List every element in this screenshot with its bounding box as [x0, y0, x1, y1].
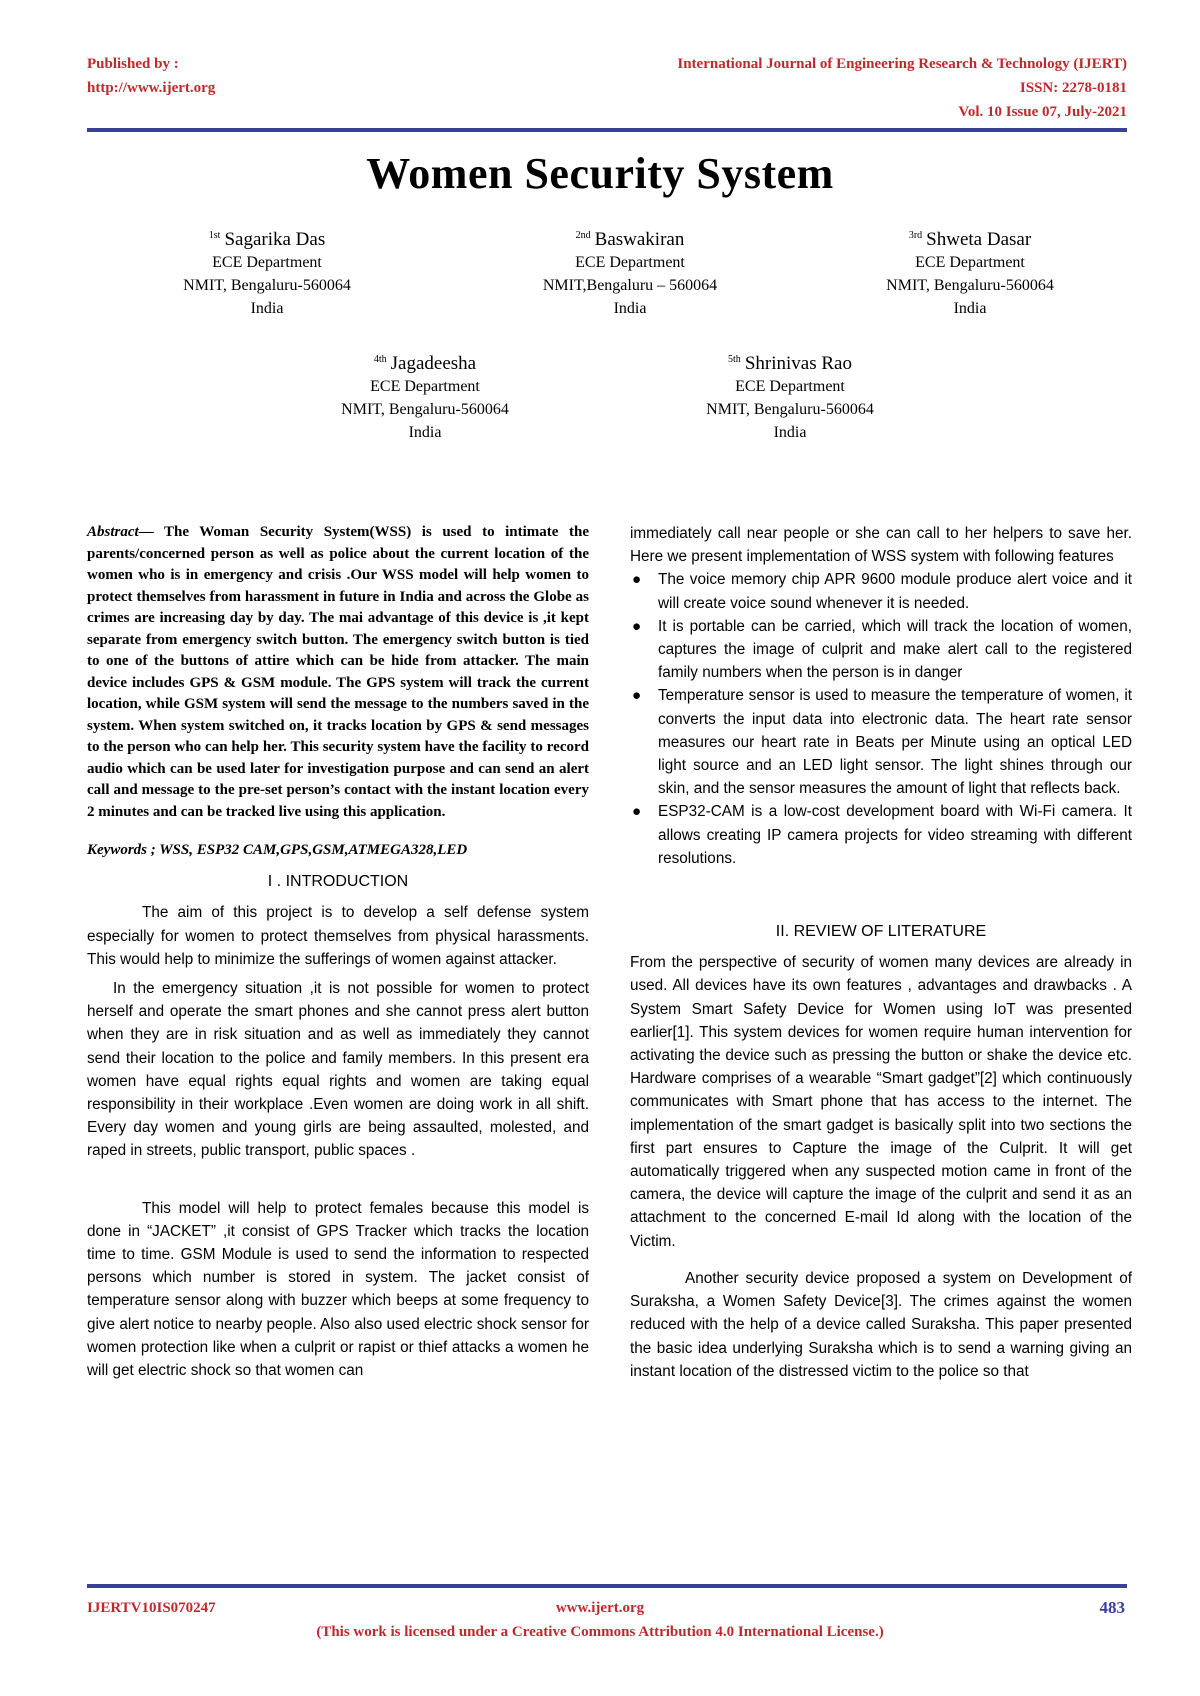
- author-dept: ECE Department: [575, 254, 685, 271]
- author-country: India: [953, 300, 987, 317]
- author-affiliation: NMIT, Bengaluru-560064: [706, 401, 874, 418]
- volume-issue: Vol. 10 Issue 07, July-2021: [958, 104, 1127, 120]
- bullet-icon: ●: [632, 571, 642, 589]
- intro-paragraph-4: immediately call near people or she can call to her helpers to save her. Here we present implementation of WSS system with following features: [630, 525, 1132, 566]
- list-item: ● Temperature sensor is used to measure the temperature of women, it converts the input data into electronic data. The heart rate sensor measures our heart rate in Beats per Minute using an optical LED light source and an LED light sensor. The light shines through our skin, and the sensor measures the amount of light that reflects back.: [630, 684, 1132, 800]
- author-name: Jagadeesha: [390, 353, 477, 374]
- author-country: India: [250, 300, 284, 317]
- paper-id: IJERTV10IS070247: [87, 1600, 216, 1616]
- author-country: India: [408, 424, 442, 441]
- footer-divider: [87, 1584, 1127, 1588]
- abstract-label: Abstract: [87, 524, 139, 540]
- spacer: [630, 870, 1132, 912]
- author-block-4: [265, 348, 585, 444]
- author-name: Shrinivas Rao: [744, 353, 852, 374]
- author-dept: ECE Department: [915, 254, 1025, 271]
- feature-list: [630, 568, 1132, 870]
- author-ordinal: 5th: [728, 354, 741, 365]
- author-block-1: [107, 224, 427, 320]
- review-paragraph-2: Another security device proposed a system on Development of Suraksha, a Women Safety Device[3]. The crimes against the women reduced with the help of a device called Suraksha. This paper presented the basic idea underlying Suraksha which is to send a warning giving an instant location of the distressed victim to the police so that: [630, 1269, 1132, 1380]
- right-column: [630, 522, 1132, 1383]
- abstract: [87, 522, 589, 823]
- intro-paragraph-2: In the emergency situation ,it is not possible for women to protect herself and operate the smart phones and she cannot press alert button when they are in risk situation and as well as immediately they cannot send their location to the police and family members. In this present era women have equal rights equal rights and women are taking equal responsibility in their workplace .Even women are doing work in all shift. Every day women and young girls are being assaulted, molested, and raped in streets, public transport, public spaces .: [87, 980, 589, 1160]
- intro-paragraph-3: This model will help to protect females because this model is done in “JACKET” ,it consist of GPS Tracker which tracks the location time to time. GSM Module is used to send the information to respected persons which number is stored in system. The jacket consist of temperature sensor along with buzzer which beeps at some frequency to give alert notice to nearby people. Also also used electric shock sensor for women protection like when a culprit or rapist or thief attacks a women he will get electric shock so that women can: [87, 1199, 589, 1380]
- author-dept: ECE Department: [370, 378, 480, 395]
- author-block-5: [630, 348, 950, 444]
- paper-title: Women Security System: [366, 149, 834, 198]
- footer-site-link[interactable]: www.ijert.org: [555, 1600, 645, 1616]
- author-name: Sagarika Das: [224, 229, 326, 250]
- license-notice: (This work is licensed under a Creative Commons Attribution 4.0 International License.): [316, 1624, 884, 1640]
- author-ordinal: 1st: [208, 230, 221, 241]
- header-right: [677, 52, 1127, 124]
- left-column: [87, 522, 589, 1382]
- abstract-text: — The Woman Security System(WSS) is used to intimate the parents/concerned person as well as police about the current location of the women who is in emergency and crisis .Our WSS model will help women to protect themselves from harassment in future in India and across the Globe as crimes are increasing day by day. The mai advantage of this device is ,it kept separate from emergency switch button. The emergency switch button is tied to one of the buttons of attire which can be hide from attacker. The main device includes GPS & GSM module. The GPS system will track the current location, while GSM system will send the message to the numbers saved in the system. When system switched on, it tracks location by GPS & send messages to the person who can help her. This security system have the facility to record audio which can be used later for investigation purpose and can send an alert call and message to the pre-set person’s contact with the instant location every 2 minutes and can be tracked live using this application.: [87, 524, 589, 820]
- list-item: ● It is portable can be carried, which will track the location of women, captures the image of culprit and make alert call to the registered family numbers when the person is in danger: [630, 615, 1132, 685]
- published-by: Published by :: [87, 56, 179, 72]
- author-dept: ECE Department: [212, 254, 322, 271]
- keywords: Keywords ; WSS, ESP32 CAM,GPS,GSM,ATMEGA328,LED: [87, 842, 468, 858]
- page-number: 483: [1099, 1598, 1125, 1617]
- author-country: India: [613, 300, 647, 317]
- bullet-icon: ●: [632, 803, 642, 821]
- intro-paragraph-1: The aim of this project is to develop a self defense system especially for women to protect themselves from physical harassments. This would help to minimize the sufferings of women against attacker.: [87, 904, 589, 968]
- header-left: [87, 52, 215, 100]
- author-name: Baswakiran: [594, 229, 685, 250]
- author-affiliation: NMIT, Bengaluru-560064: [183, 277, 351, 294]
- author-affiliation: NMIT, Bengaluru-560064: [341, 401, 509, 418]
- bullet-icon: ●: [632, 617, 642, 635]
- author-affiliation: NMIT, Bengaluru-560064: [886, 277, 1054, 294]
- list-item: ● ESP32-CAM is a low-cost development board with Wi-Fi camera. It allows creating IP camera projects for video streaming with different resolutions.: [630, 800, 1132, 870]
- review-paragraph-1: From the perspective of security of women many devices are already in used. All devices have its own features , advantages and drawbacks . A System Smart Safety Device for Women using IoT was presented earlier[1]. This system devices for women require human intervention for activating the device such as pressing the button or shake the device etc. Hardware comprises of a wearable “Smart gadget”[2] which continuously communicates with Smart phone that has access to the internet. The implementation of the smart gadget is basically split into two sections the first part ensures to Capture the image of the Culprit. It will get automatically triggered when any suspected motion came in front of the camera, the device will capture the image of the culprit and send it as an attachment to the concerned E-mail Id along with the location of the Victim.: [630, 954, 1132, 1250]
- author-country: India: [773, 424, 807, 441]
- journal-name: International Journal of Engineering Research & Technology (IJERT): [677, 56, 1127, 72]
- author-ordinal: 4th: [373, 354, 387, 365]
- header-divider: [87, 128, 1127, 132]
- author-block-3: [810, 224, 1130, 320]
- section-heading-review: II. REVIEW OF LITERATURE: [775, 923, 987, 941]
- author-block-2: [470, 224, 790, 320]
- author-name: Shweta Dasar: [926, 229, 1032, 250]
- author-dept: ECE Department: [735, 378, 845, 395]
- spacer: [87, 1163, 589, 1197]
- section-heading-introduction: I . INTRODUCTION: [267, 873, 409, 891]
- author-ordinal: 2nd: [575, 230, 591, 241]
- bullet-icon: ●: [632, 687, 642, 705]
- journal-url-link[interactable]: http://www.ijert.org: [87, 80, 216, 96]
- author-affiliation: NMIT,Bengaluru – 560064: [542, 277, 718, 294]
- issn: ISSN: 2278-0181: [1019, 80, 1127, 96]
- list-item: ● The voice memory chip APR 9600 module produce alert voice and it will create voice sound whenever it is needed.: [630, 568, 1132, 614]
- author-ordinal: 3rd: [908, 230, 923, 241]
